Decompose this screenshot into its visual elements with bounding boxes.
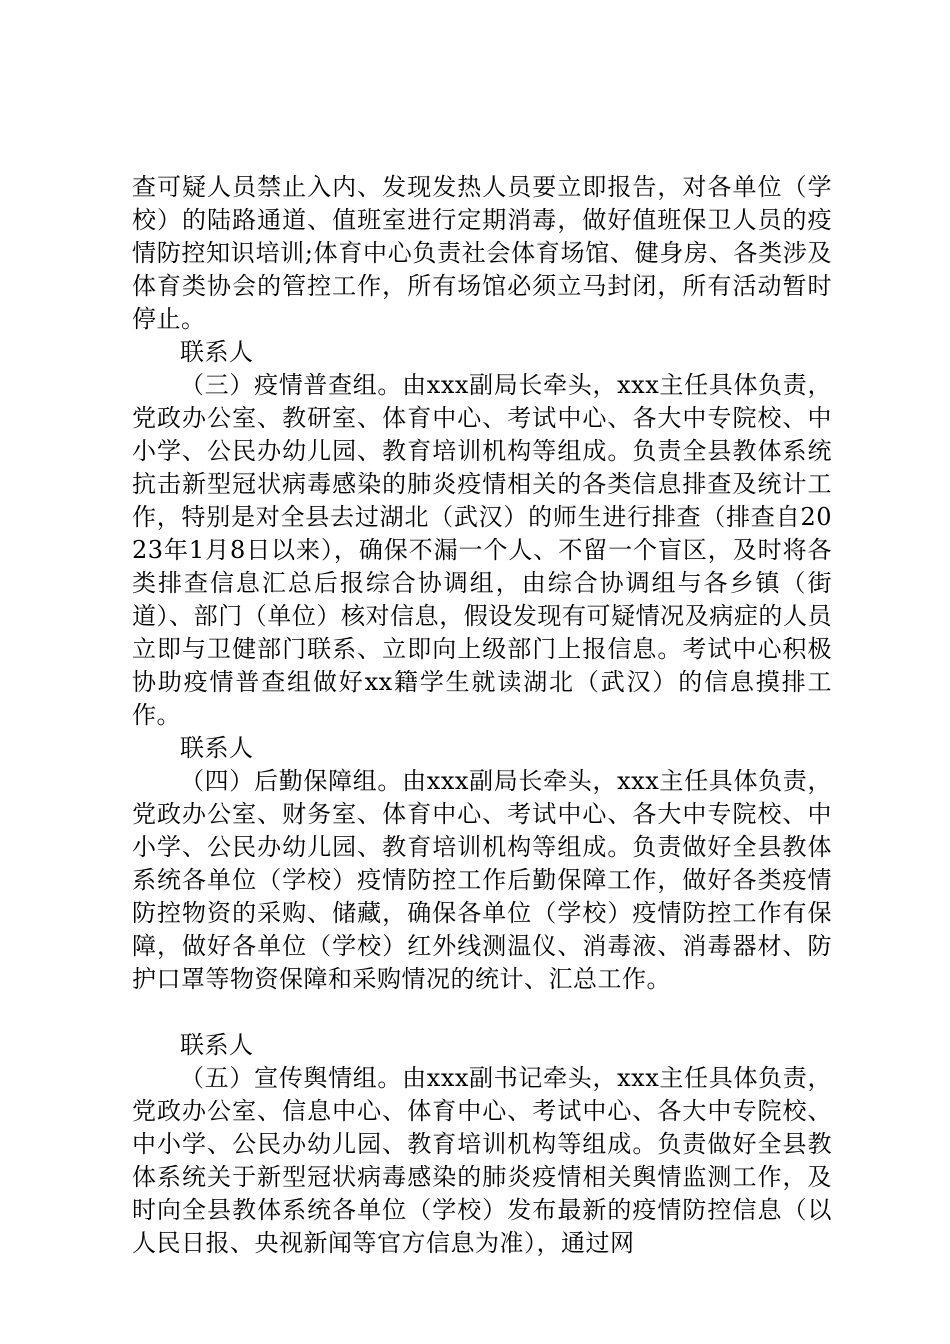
paragraph-visitor-control: 查可疑人员禁止入内、发现发热人员要立即报告，对各单位（学校）的陆路通道、值班室进行定期消毒，做好值班保卫人员的疫情防控知识培训;体育中心负责社会体育场馆、健身房、各类涉及体育类协会的管控工作，所有场馆必须立马封闭，所有活动暂时停止。 <box>132 173 832 333</box>
contact-label: 联系人 <box>180 1031 254 1059</box>
document-body <box>132 171 832 1260</box>
paragraph-epidemic-survey-group: （三）疫情普查组。由xxx副局长牵头，xxx主任具体负责，党政办公室、教研室、体育中心、考试中心、各大中专院校、中小学、公民办幼儿园、教育培训机构等组成。负责全县教体系统抗击新型冠状病毒感染的肺炎疫情相关的各类信息排查及统计工作，特别是对全县去过湖北（武汉）的师生进行排查（排查自2023年1月8日以来），确保不漏一个人、不留一个盲区，及时将各类排查信息汇总后报综合协调组，由综合协调组与各乡镇（街道）、部门（单位）核对信息，假设发现有可疑情况及病症的人员立即与卫健部门联系、立即向上级部门上报信息。考试中心积极协助疫情普查组做好xx籍学生就读湖北（武汉）的信息摸排工作。 <box>132 371 832 729</box>
contact-label: 联系人 <box>180 734 254 762</box>
paragraph-publicity-group: （五）宣传舆情组。由xxx副书记牵头，xxx主任具体负责，党政办公室、信息中心、体育中心、考试中心、各大中专院校、中小学、公民办幼儿园、教育培训机构等组成。负责做好全县教体系统关于新型冠状病毒感染的肺炎疫情相关舆情监测工作，及时向全县教体系统各单位（学校）发布最新的疫情防控信息（以人民日报、央视新闻等官方信息为准），通过网 <box>132 1064 832 1257</box>
blank-line <box>132 996 832 1029</box>
contact-label: 联系人 <box>180 338 254 366</box>
paragraph-logistics-group: （四）后勤保障组。由xxx副局长牵头，xxx主任具体负责，党政办公室、财务室、体育中心、考试中心、各大中专院校、中小学、公民办幼儿园、教育培训机构等组成。负责做好全县教体系统各单位（学校）疫情防控工作后勤保障工作，做好各类疫情防控物资的采购、储藏，确保各单位（学校）疫情防控工作有保障，做好各单位（学校）红外线测温仪、消毒液、消毒器材、防护口罩等物资保障和采购情况的统计、汇总工作。 <box>132 767 832 993</box>
